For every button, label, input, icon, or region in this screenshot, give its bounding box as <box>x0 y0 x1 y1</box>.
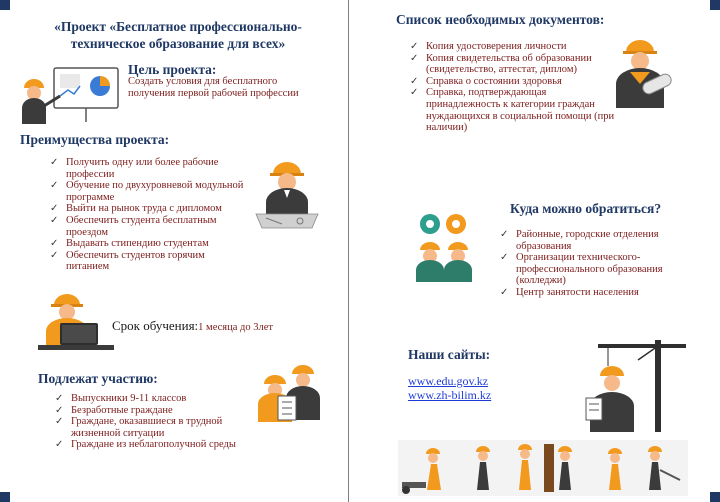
corner-bottom-right <box>710 492 720 502</box>
list-item: ✓ Центр занятости населения <box>500 287 704 299</box>
list-item: ✓ Копия свидетельства об образовании (свидетельство, аттестат, диплом) <box>410 53 616 76</box>
sites-heading: Наши сайты: <box>408 347 491 362</box>
list-item: ✓ Граждане, оказавшиеся в трудной жизненной ситуации <box>55 416 260 439</box>
engineer-desk-illustration <box>252 158 322 230</box>
list-item: ✓ Справка о состоянии здоровья <box>410 76 616 88</box>
list-item: ✓ Получить одну или более рабочие профессии <box>50 157 250 180</box>
page-fold-divider <box>348 0 349 502</box>
crane-worker-illustration <box>578 340 688 432</box>
gear-workers-illustration <box>408 210 480 282</box>
documents-list <box>410 41 616 134</box>
list-item: ✓ Обеспечить студента бесплатным проездом <box>50 215 250 238</box>
list-item: ✓ Безработные граждане <box>55 405 260 417</box>
list-item: ✓ Граждане из неблагополучной среды <box>55 439 260 451</box>
workers-checklist-illustration <box>256 364 322 422</box>
list-item: ✓ Выйти на рынок труда с дипломом <box>50 203 250 215</box>
contacts-list <box>500 229 704 299</box>
duration <box>112 318 273 334</box>
list-item: ✓ Организации технического-профессионального образования (колледжи) <box>500 252 704 287</box>
participants-heading: Подлежат участию: <box>38 371 158 386</box>
goal-text: Создать условия для бесплатного получения первой рабочей профессии <box>128 76 299 99</box>
list-item: ✓ Обеспечить студентов горячим питанием <box>50 250 250 273</box>
corner-bottom-left <box>0 492 10 502</box>
goal-heading: Цель проекта: <box>128 62 217 77</box>
list-item: ✓ Выпускники 9-11 классов <box>55 393 260 405</box>
duration-label: Срок обучения: <box>112 318 199 333</box>
participants-list <box>55 393 260 451</box>
site-link-edu[interactable]: www.edu.gov.kz <box>408 374 489 388</box>
contact-heading: Куда можно обратиться? <box>510 201 662 216</box>
advantages-heading: Преимущества проекта: <box>20 132 170 147</box>
list-item: ✓ Обучение по двухуровневой модульной программе <box>50 180 250 203</box>
list-item: ✓ Справка, подтверждающая принадлежность к категории граждан нуждающихся в социальной помощи (при наличии) <box>410 87 616 133</box>
corner-top-left <box>0 0 10 10</box>
list-item: ✓ Районные, городские отделения образования <box>500 229 704 252</box>
list-item: ✓ Выдавать стипендию студентам <box>50 238 250 250</box>
duration-value: 1 месяца до 3лет <box>198 322 273 333</box>
site-link-zh-bilim[interactable]: www.zh-bilim.kz <box>408 388 492 402</box>
list-item: ✓ Копия удостоверения личности <box>410 41 616 53</box>
presenter-illustration <box>20 66 120 124</box>
laptop-worker-illustration <box>38 293 114 353</box>
corner-top-right <box>710 0 720 10</box>
workers-banner-illustration <box>398 440 688 496</box>
worker-blueprint-illustration <box>612 38 674 108</box>
project-title: «Проект «Бесплатное профессионально-техническое образование для всех» <box>54 19 302 51</box>
advantages-list <box>50 157 250 273</box>
documents-heading: Список необходимых документов: <box>396 12 605 27</box>
